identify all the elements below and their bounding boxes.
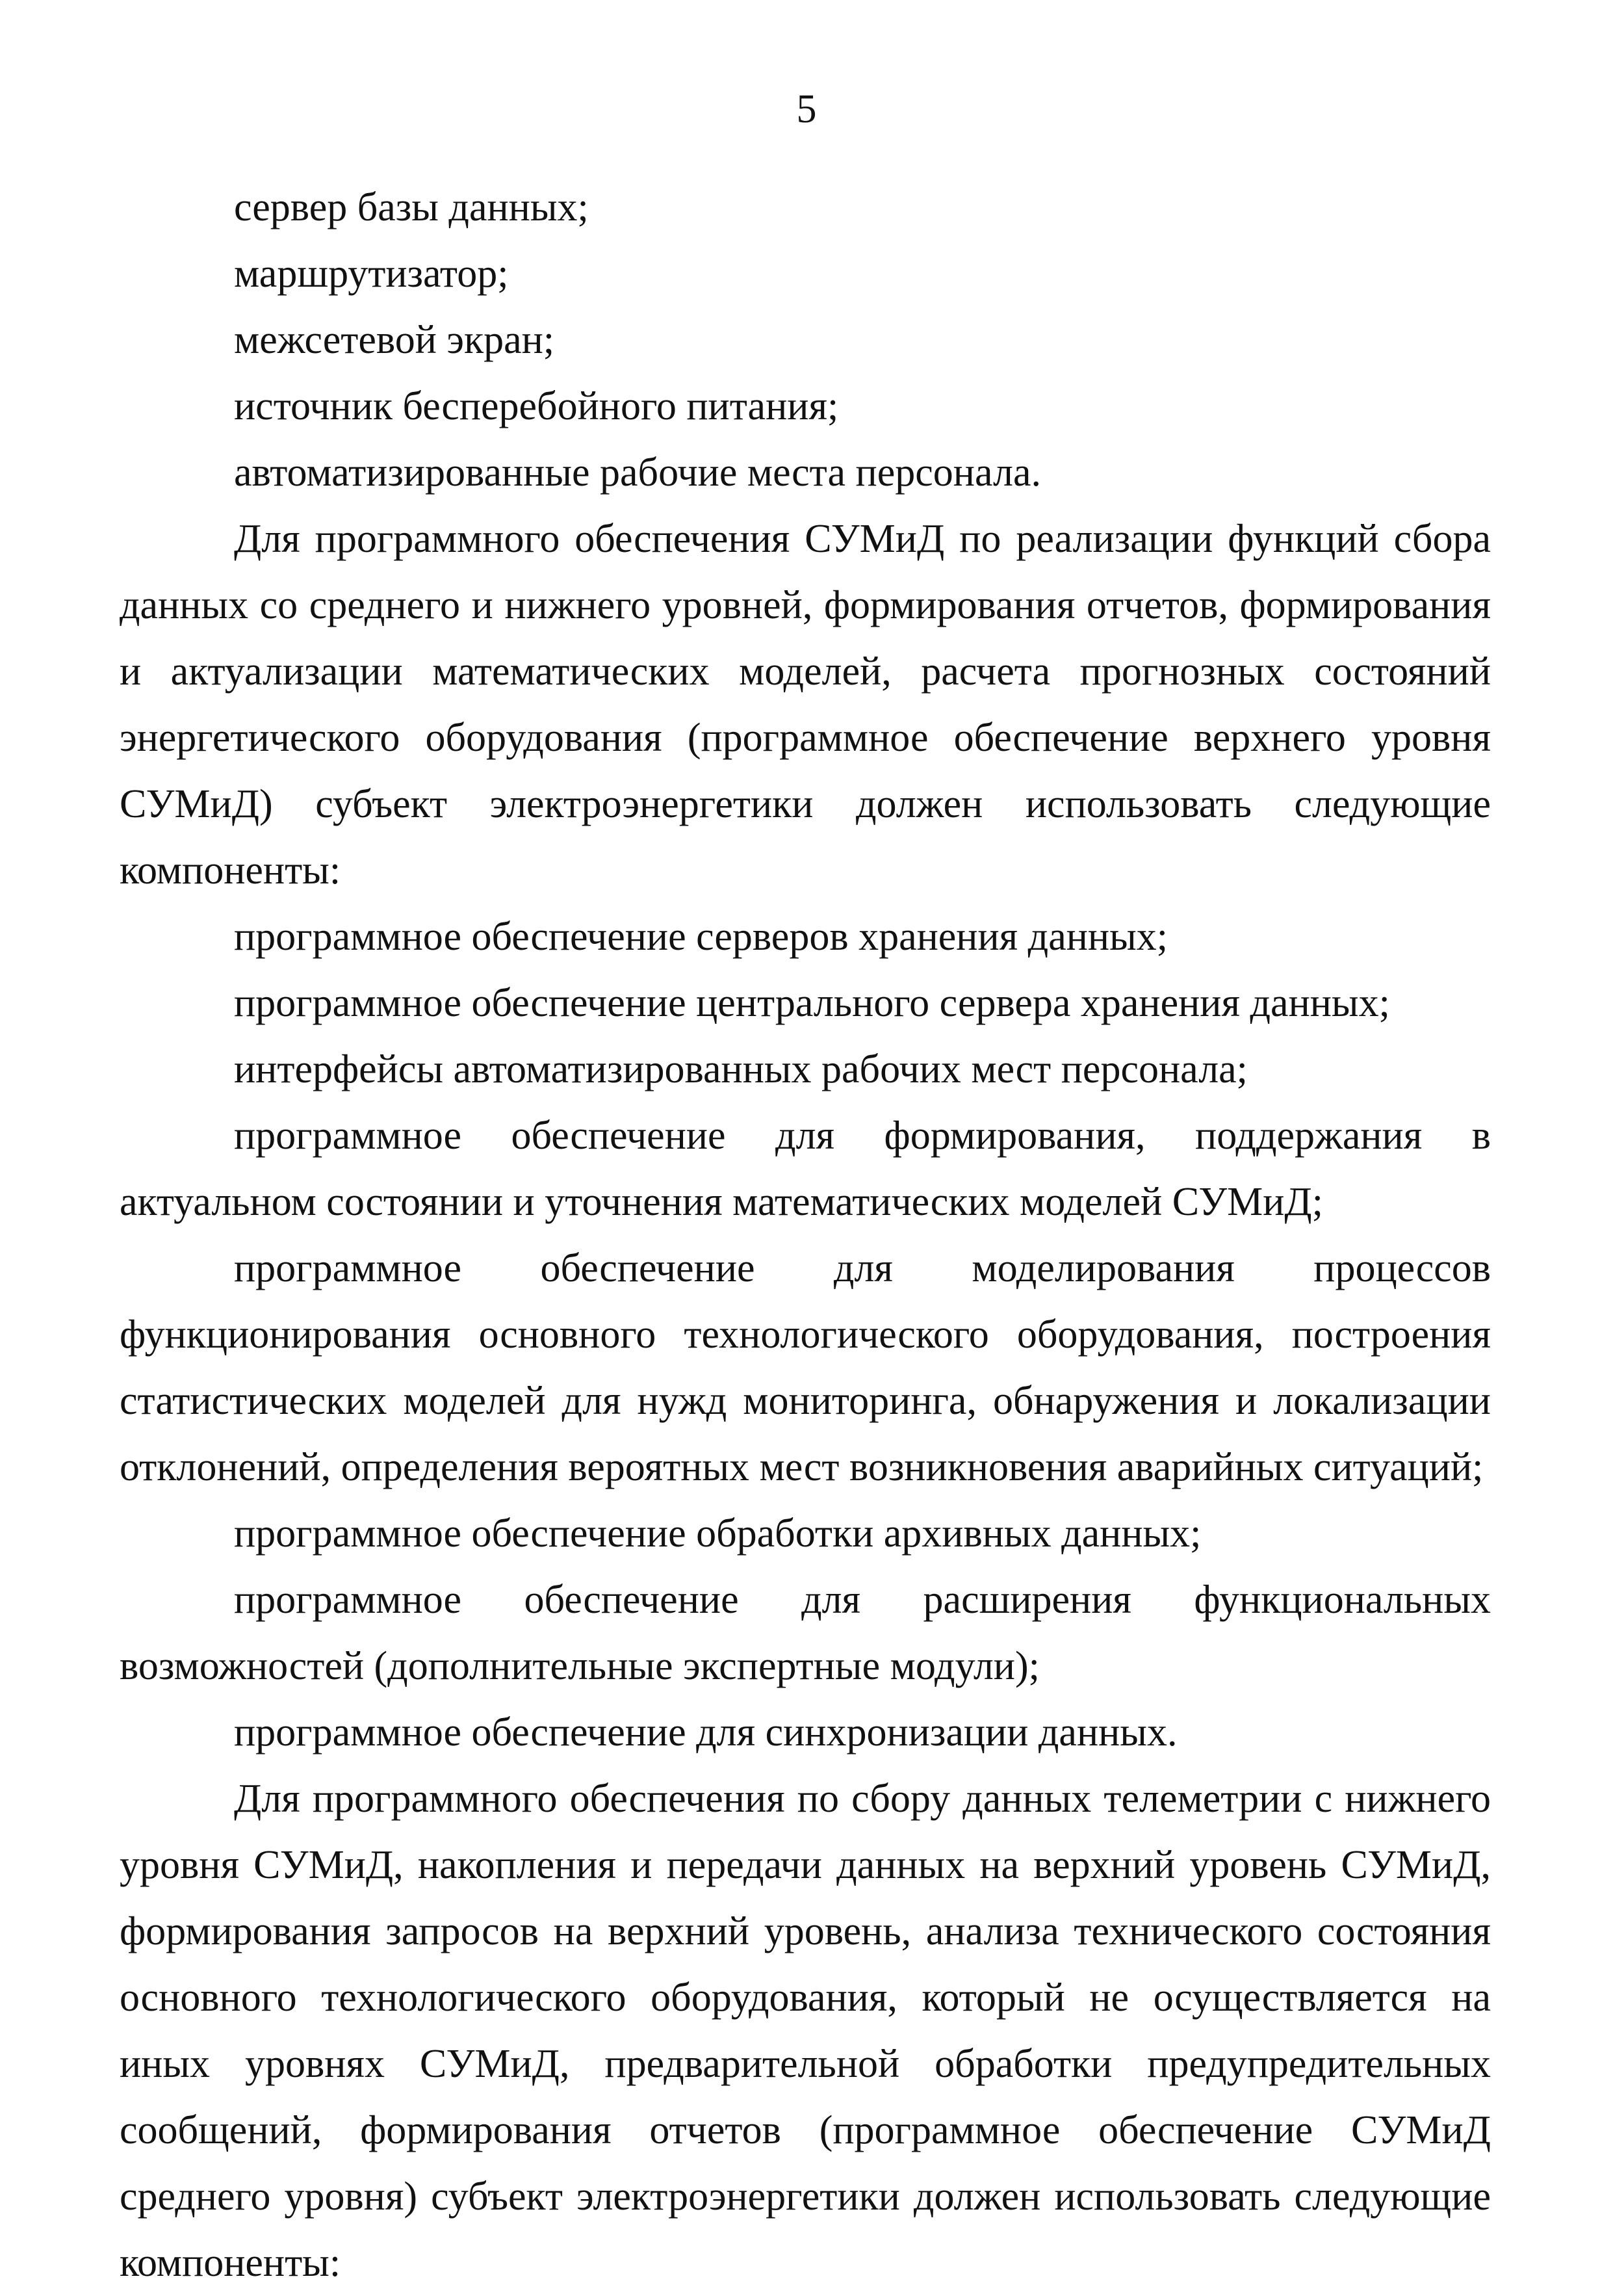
list-item-central-server-software: программное обеспечение центрального сервера хранения данных; <box>234 981 1390 1025</box>
list-item-firewall: межсетевой экран; <box>234 318 555 362</box>
list-item-archive-software: программное обеспечение обработки архивных данных; <box>234 1511 1202 1556</box>
document-body <box>120 174 1491 2296</box>
list-item-expert-modules: программное обеспечение для расширения функциональных возможностей (дополнительные экспертные модули); <box>120 1578 1491 1688</box>
list-item-storage-server-software: программное обеспечение серверов хранения данных; <box>234 915 1168 959</box>
page-number: 5 <box>796 87 817 131</box>
list-item-simulation-software: программное обеспечение для моделирования процессов функционирования основного технологического оборудования, построения статистических моделей для нужд мониторинга, обнаружения и локализации отклонений, определения вероятных мест возникновения аварийных ситуаций; <box>120 1246 1491 1489</box>
list-item-workstation-interfaces: интерфейсы автоматизированных рабочих мест персонала; <box>234 1047 1248 1091</box>
paragraph-upper-level-software: Для программного обеспечения СУМиД по реализации функций сбора данных со среднего и нижнего уровней, формирования отчетов, формирования и актуализации математических моделей, расчета прогнозных состояний энергетического оборудования (программное обеспечение верхнего уровня СУМиД) субъект электроэнергетики должен использовать следующие компоненты: <box>120 517 1491 893</box>
list-item-workstations: автоматизированные рабочие места персонала. <box>234 450 1041 495</box>
list-item-sync-software: программное обеспечение для синхронизации данных. <box>234 1710 1178 1755</box>
list-item-database-server: сервер базы данных; <box>234 185 589 229</box>
list-item-router: маршрутизатор; <box>234 252 509 296</box>
list-item-ups: источник бесперебойного питания; <box>234 384 839 428</box>
paragraph-middle-level-software: Для программного обеспечения по сбору данных телеметрии с нижнего уровня СУМиД, накопления и передачи данных на верхний уровень СУМиД, формирования запросов на верхний уровень, анализа технического состояния основного технологического оборудования, который не осуществляется на иных уровнях СУМиД, предварительной обработки предупредительных сообщений, формирования отчетов (программное обеспечение СУМиД среднего уровня) субъект электроэнергетики должен использовать следующие компоненты: <box>120 1777 1491 2285</box>
list-item-model-software: программное обеспечение для формирования, поддержания в актуальном состоянии и уточнения математических моделей СУМиД; <box>120 1114 1491 1224</box>
